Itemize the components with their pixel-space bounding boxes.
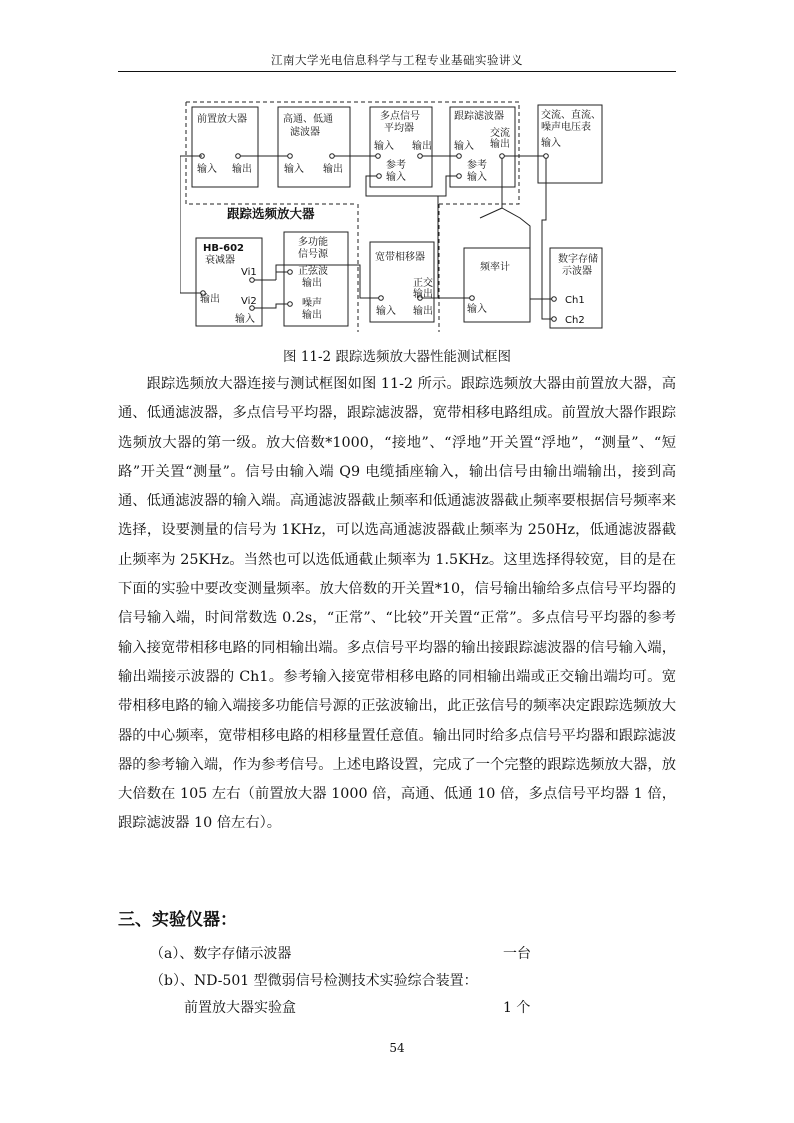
tracking-ac-label-2: 输出 <box>490 139 510 150</box>
instrument-item-c: 前置放大器实验盒 <box>184 1000 296 1016</box>
averager-label-1: 多点信号 <box>380 111 420 122</box>
averager-label-2: 平均器 <box>384 123 414 134</box>
page-number: 54 <box>389 1041 405 1055</box>
voltmeter-in-label: 输入 <box>541 138 561 149</box>
tracking-ac-label-1: 交流 <box>490 128 510 139</box>
attenuator-vi1-jack <box>250 278 255 283</box>
oscilloscope-ch2-jack <box>552 317 557 322</box>
section-title: 三、实验仪器： <box>118 910 237 930</box>
phase-in-jack <box>379 296 384 301</box>
filter-out-label: 输出 <box>323 164 343 175</box>
frequency-in-label: 输入 <box>467 304 487 315</box>
filter-label-2: 滤波器 <box>290 127 320 138</box>
generator-label-1: 多功能 <box>298 237 328 248</box>
generator-sine-label-1: 正弦波 <box>298 266 328 277</box>
group-label: 跟踪选频放大器 <box>227 206 315 221</box>
page-header: 江南大学光电信息科学与工程专业基础实验讲义 <box>271 53 523 67</box>
instrument-qty-c: 1 个 <box>503 1000 531 1016</box>
tracking-in-label: 输入 <box>454 141 474 152</box>
averager-ref-label-1: 参考 <box>386 160 406 171</box>
body-text <box>118 370 676 839</box>
averager-in-label: 输入 <box>374 141 394 152</box>
tracking-ref-label-2: 输入 <box>467 172 487 183</box>
preamp-out-label: 输出 <box>232 164 252 175</box>
tracking-ref-label-1: 参考 <box>467 160 487 171</box>
tracking-out-jack <box>500 154 505 159</box>
oscilloscope-label-2: 示波器 <box>562 266 592 277</box>
instrument-qty-a: 一台 <box>503 946 531 962</box>
generator-sine-jack <box>288 270 293 275</box>
attenuator-out-label: 输出 <box>200 294 220 305</box>
filter-out-jack <box>330 154 335 159</box>
tracking-ref-jack <box>457 174 462 179</box>
frequency-counter-label: 频率计 <box>480 262 510 273</box>
attenuator-vi1: Vi1 <box>241 267 257 278</box>
voltmeter-in-jack <box>544 154 549 159</box>
attenuator-vi2: Vi2 <box>241 296 257 307</box>
preamp-out-jack <box>236 154 241 159</box>
averager-in-jack <box>376 154 381 159</box>
preamp-in-label: 输入 <box>197 164 217 175</box>
averager-out-label: 输出 <box>412 141 432 152</box>
oscilloscope-label-1: 数字存储 <box>558 254 598 265</box>
voltmeter-label-1: 交流、直流、 <box>541 110 601 121</box>
oscilloscope-ch1: Ch1 <box>565 295 585 306</box>
frequency-in-jack <box>470 296 475 301</box>
phase-quad-label-2: 输出 <box>413 289 433 300</box>
averager-ref-label-2: 输入 <box>386 172 406 183</box>
tracking-filter-label: 跟踪滤波器 <box>454 111 504 122</box>
generator-label-2: 信号源 <box>298 249 328 260</box>
oscilloscope-ch1-jack <box>552 297 557 302</box>
filter-label-1: 高通、低通 <box>283 114 333 125</box>
phase-in-label: 输入 <box>376 306 396 317</box>
block-diagram <box>180 100 605 332</box>
filter-in-jack <box>288 154 293 159</box>
attenuator-in-label: 输入 <box>235 314 255 325</box>
oscilloscope-ch2: Ch2 <box>565 315 585 326</box>
phase-out-label: 输出 <box>413 306 433 317</box>
attenuator-label-1: HB-602 <box>203 243 245 254</box>
voltmeter-label-2: 噪声电压表 <box>541 122 591 133</box>
generator-sine-label-2: 输出 <box>302 278 322 289</box>
instrument-item-b: （b）、ND-501 型微弱信号检测技术实验综合装置： <box>150 973 478 989</box>
preamp-label: 前置放大器 <box>197 114 247 125</box>
attenuator-label-2: 衰减器 <box>205 255 235 266</box>
tracking-in-jack <box>457 154 462 159</box>
figure-caption: 图 11-2 跟踪选频放大器性能测试框图 <box>283 349 511 365</box>
generator-noise-label-2: 输出 <box>302 310 322 321</box>
generator-noise-jack <box>288 302 293 307</box>
generator-noise-label-1: 噪声 <box>302 298 322 309</box>
averager-out-jack <box>418 154 423 159</box>
header-rule <box>118 71 676 72</box>
averager-ref-jack <box>377 174 382 179</box>
paragraph: 跟踪选频放大器连接与测试框图如图 11-2 所示。跟踪选频放大器由前置放大器，高通、低通滤波器，多点信号平均器，跟踪滤波器，宽带相移电路组成。前置放大器作跟踪选频放大器的第一级。放大倍数*1000，“接地”、“浮地”开关置“浮地”，“测量”、“短路”开关置“测量”。信号由输入端 Q9 电缆插座输入，输出信号由输出端输出，接到高通、低通滤波器的输入端。高通滤波器截止频率和低通滤波器截止频率要根据信号频率来选择，设要测量的信号为 1KHz，可以选高通滤波器截止频率为 250Hz，低通滤波器截止频率为 25KHz。当然也可以选低通截止频率为 1.5KHz。这里选择得较宽，目的是在下面的实验中要改变测量频率。放大倍数的开关置*10，信号输出输给多点信号平均器的信号输入端，时间常数选 0.2s，“正常”、“比较”开关置“正常”。多点信号平均器的参考输入接宽带相移电路的同相输出端。多点信号平均器的输出接跟踪滤波器的信号输入端，输出端接示波器的 Ch1。参考输入接宽带相移电路的同相输出端或正交输出端均可。宽带相移电路的输入端接多功能信号源的正弦波输出，此正弦信号的频率决定跟踪选频放大器的中心频率，宽带相移电路的相移量置任意值。输出同时给多点信号平均器和跟踪滤波器的参考输入端，作为参考信号。上述电路设置，完成了一个完整的跟踪选频放大器，放大倍数在 105 左右（前置放大器 1000 倍，高通、低通 10 倍，多点信号平均器 1 倍，跟踪滤波器 10 倍左右）。 <box>118 376 676 832</box>
phase-quad-label-1: 正交 <box>413 278 433 289</box>
instrument-item-a: （a）、数字存储示波器 <box>150 946 292 962</box>
filter-in-label: 输入 <box>284 164 304 175</box>
block-diagram-svg <box>180 100 605 332</box>
phase-shifter-label: 宽带相移器 <box>375 252 425 263</box>
